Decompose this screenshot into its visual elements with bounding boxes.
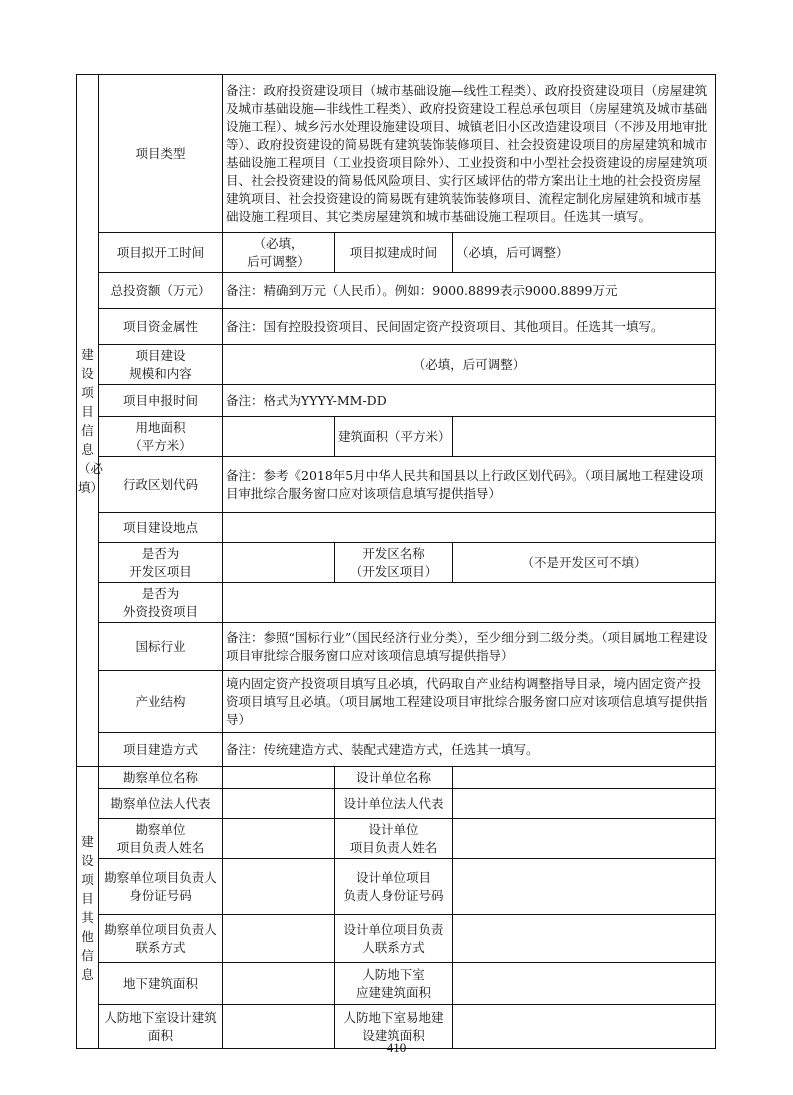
label-admin-code: 行政区划代码 — [99, 457, 223, 513]
value-survey-unit-name[interactable] — [223, 767, 335, 789]
value-civil-defense-required-area[interactable] — [453, 963, 716, 1005]
label-completion-time: 项目拟建成时间 — [335, 233, 453, 273]
page-number: 410 — [386, 1040, 407, 1055]
label-survey-unit-name: 勘察单位名称 — [99, 767, 223, 789]
label-scale-content: 项目建设 规模和内容 — [99, 345, 223, 385]
value-survey-manager-id[interactable] — [223, 859, 335, 915]
value-survey-legal-rep[interactable] — [223, 789, 335, 819]
label-survey-manager-contact: 勘察单位项目负责人联系方式 — [99, 915, 223, 963]
value-design-unit-name[interactable] — [453, 767, 716, 789]
value-dev-zone[interactable] — [223, 543, 335, 583]
label-dev-zone-name: 开发区名称 （开发区项目） — [335, 543, 453, 583]
label-building-area: 建筑面积（平方米） — [335, 417, 453, 457]
label-civil-defense-required-area: 人防地下室 应建建筑面积 — [335, 963, 453, 1005]
note-total-investment[interactable]: 备注：精确到万元（人民币）。例如：9000.8899表示9000.8899万元 — [223, 273, 716, 309]
label-design-manager-name: 设计单位 项目负责人姓名 — [335, 819, 453, 859]
value-building-area[interactable] — [453, 417, 716, 457]
label-declare-time: 项目申报时间 — [99, 385, 223, 417]
value-design-manager-name[interactable] — [453, 819, 716, 859]
value-foreign-invest[interactable] — [223, 583, 716, 623]
label-build-method: 项目建造方式 — [99, 733, 223, 767]
label-design-legal-rep: 设计单位法人代表 — [335, 789, 453, 819]
value-survey-manager-name[interactable] — [223, 819, 335, 859]
label-design-unit-name: 设计单位名称 — [335, 767, 453, 789]
value-completion-time[interactable]: （必填，后可调整） — [453, 233, 716, 273]
label-survey-manager-name: 勘察单位 项目负责人姓名 — [99, 819, 223, 859]
value-underground-area[interactable] — [223, 963, 335, 1005]
section-title-other-info: 建设项目其他信息 — [77, 767, 99, 1049]
value-land-area[interactable] — [223, 417, 335, 457]
note-build-method[interactable]: 备注：传统建造方式、装配式建造方式，任选其一填写。 — [223, 733, 716, 767]
note-fund-attribute[interactable]: 备注：国有控股投资项目、民间固定资产投资项目、其他项目。任选其一填写。 — [223, 309, 716, 345]
label-survey-manager-id: 勘察单位项目负责人身份证号码 — [99, 859, 223, 915]
label-industry-structure: 产业结构 — [99, 671, 223, 733]
value-start-time[interactable]: （必填， 后可调整） — [223, 233, 335, 273]
note-declare-time[interactable]: 备注：格式为YYYY-MM-DD — [223, 385, 716, 417]
note-industry-structure[interactable]: 境内固定资产投资项目填写且必填，代码取自产业结构调整指导目录，境内固定资产投资项目填写且必填。（项目属地工程建设项目审批综合服务窗口应对该项信息填写提供指导） — [223, 671, 716, 733]
label-total-investment: 总投资额（万元） — [99, 273, 223, 309]
label-design-manager-id: 设计单位项目 负责人身份证号码 — [335, 859, 453, 915]
label-survey-legal-rep: 勘察单位法人代表 — [99, 789, 223, 819]
value-survey-manager-contact[interactable] — [223, 915, 335, 963]
label-location: 项目建设地点 — [99, 513, 223, 543]
value-design-manager-id[interactable] — [453, 859, 716, 915]
section-title-project-info: 建设项目信息（必填） — [77, 75, 99, 767]
value-location[interactable] — [223, 513, 716, 543]
label-land-area: 用地面积 （平方米） — [99, 417, 223, 457]
value-design-manager-contact[interactable] — [453, 915, 716, 963]
label-foreign-invest: 是否为 外资投资项目 — [99, 583, 223, 623]
label-project-type: 项目类型 — [99, 75, 223, 233]
label-design-manager-contact: 设计单位项目负责人联系方式 — [335, 915, 453, 963]
label-industry: 国标行业 — [99, 623, 223, 671]
value-dev-zone-name[interactable]: （不是开发区可不填） — [453, 543, 716, 583]
note-scale-content[interactable]: （必填，后可调整） — [223, 345, 716, 385]
note-project-type: 备注：政府投资建设项目（城市基础设施—线性工程类）、政府投资建设项目（房屋建筑及城市基础设施—非线性工程类）、政府投资建设工程总承包项目（房屋建筑及城市基础设施工程）、城乡污水处理设施建设项目、城镇老旧小区改造建设项目（不涉及用地审批等）、政府投资建设的简易既有建筑装饰装修项目、社会投资建设项目的房屋建筑和城市基础设施工程项目（工业投资项目除外）、工业投资和中小型社会投资建设的房屋建筑项目、社会投资建设的简易低风险项目、实行区域评估的带方案出让土地的社会投资房屋建筑项目、社会投资建设的简易既有建筑装饰装修项目、流程定制化房屋建筑和城市基础设施工程项目、其它类房屋建筑和城市基础设施工程项目。任选其一填写。 — [223, 75, 716, 233]
label-fund-attribute: 项目资金属性 — [99, 309, 223, 345]
value-design-legal-rep[interactable] — [453, 789, 716, 819]
note-admin-code[interactable]: 备注：参考《2018年5月中华人民共和国县以上行政区划代码》。（项目属地工程建设项目审批综合服务窗口应对该项信息填写提供指导） — [223, 457, 716, 513]
label-civil-defense-offsite-area: 人防地下室易地建设建筑面积 — [335, 1005, 453, 1049]
note-industry[interactable]: 备注：参照“国标行业”（国民经济行业分类），至少细分到二级分类。（项目属地工程建设项目审批综合服务窗口应对该项信息填写提供指导） — [223, 623, 716, 671]
project-info-form — [76, 74, 716, 1049]
label-start-time: 项目拟开工时间 — [99, 233, 223, 273]
label-dev-zone: 是否为 开发区项目 — [99, 543, 223, 583]
label-underground-area: 地下建筑面积 — [99, 963, 223, 1005]
label-civil-defense-design-area: 人防地下室设计建筑面积 — [99, 1005, 223, 1049]
